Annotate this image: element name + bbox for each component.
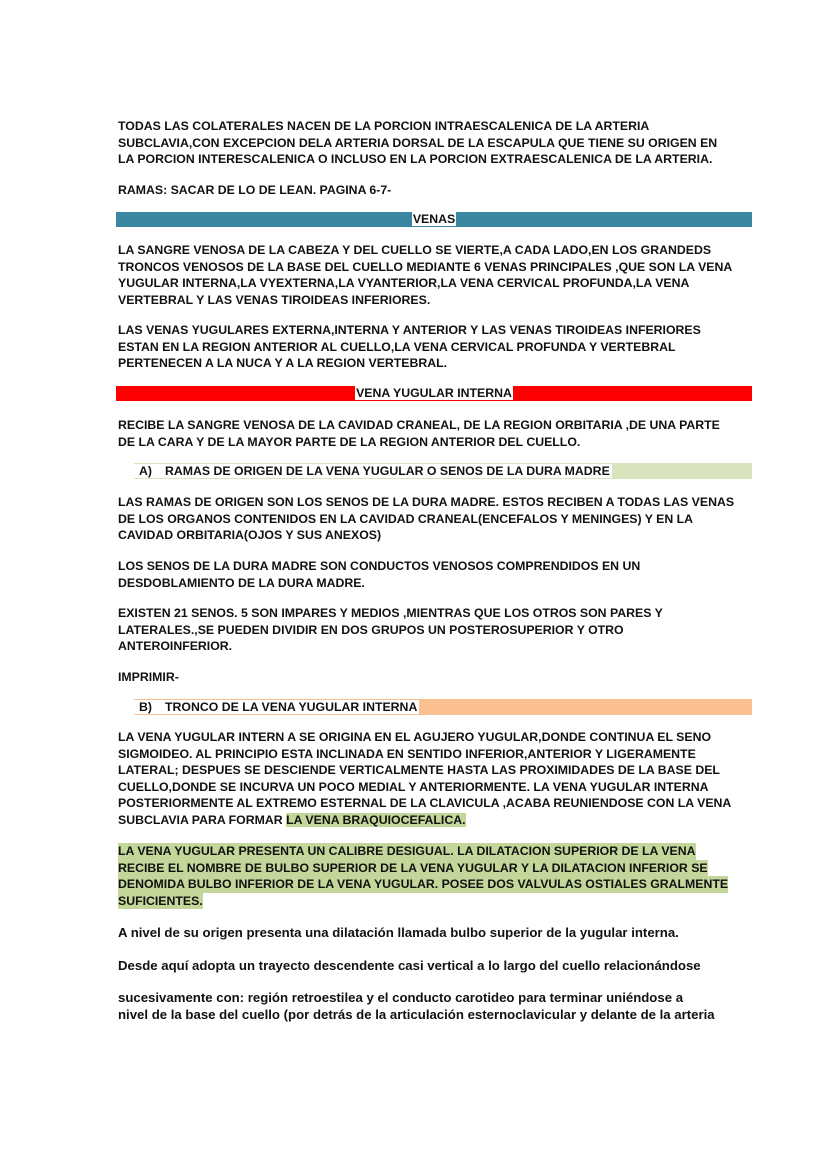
highlighted-line: LA VENA YUGULAR PRESENTA UN CALIBRE DESIGUAL. LA DILATACION SUPERIOR DE LA VENA xyxy=(118,844,696,858)
text-line: LA PORCION INTERESCALENICA O INCLUSO EN LA PORCION EXTRAESCALENICA DE LA ARTERIA. xyxy=(118,152,713,167)
text-line: nivel de la base del cuello (por detrás de la articulación esternoclavicular y delante de la arteria xyxy=(118,1007,715,1022)
text-line: POSTERIORMENTE AL EXTREMO ESTERNAL DE LA CLAVICULA ,ACABA REUNIENDOSE CON LA VENA xyxy=(118,796,732,811)
text-line: SIGMOIDEO. AL PRINCIPIO ESTA INCLINADA EN SENTIDO INFERIOR,ANTERIOR Y LIGERAMENTE xyxy=(118,746,696,761)
text-line: CUELLO,DONDE SE INCURVA UN POCO MEDIAL Y ANTERIORMENTE. LA VENA YUGULAR INTERNA xyxy=(118,779,709,794)
paragraph-senos-dura-madre xyxy=(118,558,758,591)
text-line: ESTAN EN LA REGION ANTERIOR AL CUELLO,LA VENA CERVICAL PROFUNDA Y VERTEBRAL xyxy=(118,339,676,354)
subsection-heading-a xyxy=(134,463,752,479)
text-line: RAMAS: SACAR DE LO DE LEAN. PAGINA 6-7- xyxy=(118,183,392,197)
text-line: PERTENECEN A LA NUCA Y A LA REGION VERTEBRAL. xyxy=(118,356,448,371)
paragraph-ramas xyxy=(118,182,758,199)
highlighted-line: SUFICIENTES. xyxy=(118,893,203,908)
text-line: DESDOBLAMIENTO DE LA DURA MADRE. xyxy=(118,575,365,590)
subsection-letter: A) xyxy=(139,464,152,478)
text-line: LA VENA YUGULAR INTERN A SE ORIGINA EN EL AGUJERO YUGULAR,DONDE CONTINUA EL SENO xyxy=(118,730,712,744)
paragraph-trayecto xyxy=(118,957,758,974)
text-line: Desde aquí adopta un trayecto descendente casi vertical a lo largo del cuello relacionándose xyxy=(118,958,701,973)
text-line: SUBCLAVIA,CON EXCEPCION DELA ARTERIA DORSAL DE LA ESCAPULA QUE TIENE SU ORIGEN EN xyxy=(118,135,718,150)
highlighted-line: RECIBE EL NOMBRE DE BULBO SUPERIOR DE LA VENA YUGULAR Y LA DILATACION INFERIOR SE xyxy=(118,860,708,875)
text-line: EXISTEN 21 SENOS. 5 SON IMPARES Y MEDIOS ,MIENTRAS QUE LOS OTROS SON PARES Y xyxy=(118,606,663,620)
text-line: LATERALES.,SE PUEDEN DIVIDIR EN DOS GRUPOS UN POSTEROSUPERIOR Y OTRO xyxy=(118,622,624,637)
section-heading-label: VENAS xyxy=(412,212,456,226)
paragraph-nivel-origen xyxy=(118,924,758,941)
text-line: YUGULAR INTERNA,LA VYEXTERNA,LA VYANTERIOR,LA VENA CERVICAL PROFUNDA,LA VENA xyxy=(118,276,690,291)
text-line: IMPRIMIR- xyxy=(118,670,179,684)
text-line: sucesivamente con: región retroestilea y el conducto carotideo para terminar uniéndose a xyxy=(118,990,684,1005)
section-heading-vena-yugular-interna xyxy=(116,386,752,401)
text-plain: SUBCLAVIA PARA FORMAR xyxy=(118,812,287,827)
text-line: TRONCOS VENOSOS DE LA BASE DEL CUELLO MEDIANTE 6 VENAS PRINCIPALES ,QUE SON LA VENA xyxy=(118,259,733,274)
paragraph-sangre-venosa xyxy=(118,242,758,308)
paragraph-recibe-sangre xyxy=(118,417,758,450)
highlighted-line: DENOMIDA BULBO INFERIOR DE LA VENA YUGULAR. POSEE DOS VALVULAS OSTIALES GRALMENTE xyxy=(118,877,729,892)
subsection-title: RAMAS DE ORIGEN DE LA VENA YUGULAR O SENOS DE LA DURA MADRE xyxy=(165,464,610,478)
paragraph-calibre-highlighted xyxy=(118,843,758,909)
text-line: DE LOS ORGANOS CONTENIDOS EN LA CAVIDAD CRANEAL(ENCEFALOS Y MENINGES) Y EN LA xyxy=(118,511,694,526)
paragraph-tronco xyxy=(118,729,758,829)
text-line: LAS VENAS YUGULARES EXTERNA,INTERNA Y ANTERIOR Y LAS VENAS TIROIDEAS INFERIORES xyxy=(118,323,701,337)
text-line: LAS RAMAS DE ORIGEN SON LOS SENOS DE LA DURA MADRE. ESTOS RECIBEN A TODAS LAS VENAS xyxy=(118,495,735,509)
text-line: CAVIDAD ORBITARIA(OJOS Y SUS ANEXOS) xyxy=(118,528,382,543)
paragraph-colaterales xyxy=(118,118,758,168)
text-line: A nivel de su origen presenta una dilatación llamada bulbo superior de la yugular interna. xyxy=(118,925,679,940)
paragraph-ramas-origen xyxy=(118,494,758,544)
highlighted-text: LA VENA BRAQUIOCEFALICA. xyxy=(286,812,466,827)
text-line: VERTEBRAL Y LAS VENAS TIROIDEAS INFERIORES. xyxy=(118,292,431,307)
subsection-letter: B) xyxy=(139,700,152,714)
paragraph-existen-senos xyxy=(118,605,758,655)
paragraph-imprimir xyxy=(118,669,758,686)
paragraph-venas-yugulares xyxy=(118,322,758,372)
text-line: ANTEROINFERIOR. xyxy=(118,639,233,654)
text-line xyxy=(118,812,758,829)
text-line: LOS SENOS DE LA DURA MADRE SON CONDUCTOS VENOSOS COMPRENDIDOS EN UN xyxy=(118,559,641,573)
text-line: LA SANGRE VENOSA DE LA CABEZA Y DEL CUELLO SE VIERTE,A CADA LADO,EN LOS GRANDEDS xyxy=(118,243,712,257)
subsection-title: TRONCO DE LA VENA YUGULAR INTERNA xyxy=(165,700,418,714)
paragraph-sucesivamente xyxy=(118,989,758,1023)
section-heading-label: VENA YUGULAR INTERNA xyxy=(356,386,512,400)
text-line: LATERAL; DESPUES SE DESCIENDE VERTICALMENTE HASTA LAS PROXIMIDADES DE LA BASE DEL xyxy=(118,763,720,778)
text-line: RECIBE LA SANGRE VENOSA DE LA CAVIDAD CRANEAL, DE LA REGION ORBITARIA ,DE UNA PARTE xyxy=(118,418,720,432)
subsection-heading-b xyxy=(134,699,752,715)
section-heading-venas xyxy=(116,212,752,227)
text-line: DE LA CARA Y DE LA MAYOR PARTE DE LA REGION ANTERIOR DEL CUELLO. xyxy=(118,434,581,449)
text-line: TODAS LAS COLATERALES NACEN DE LA PORCION INTRAESCALENICA DE LA ARTERIA xyxy=(118,119,650,133)
